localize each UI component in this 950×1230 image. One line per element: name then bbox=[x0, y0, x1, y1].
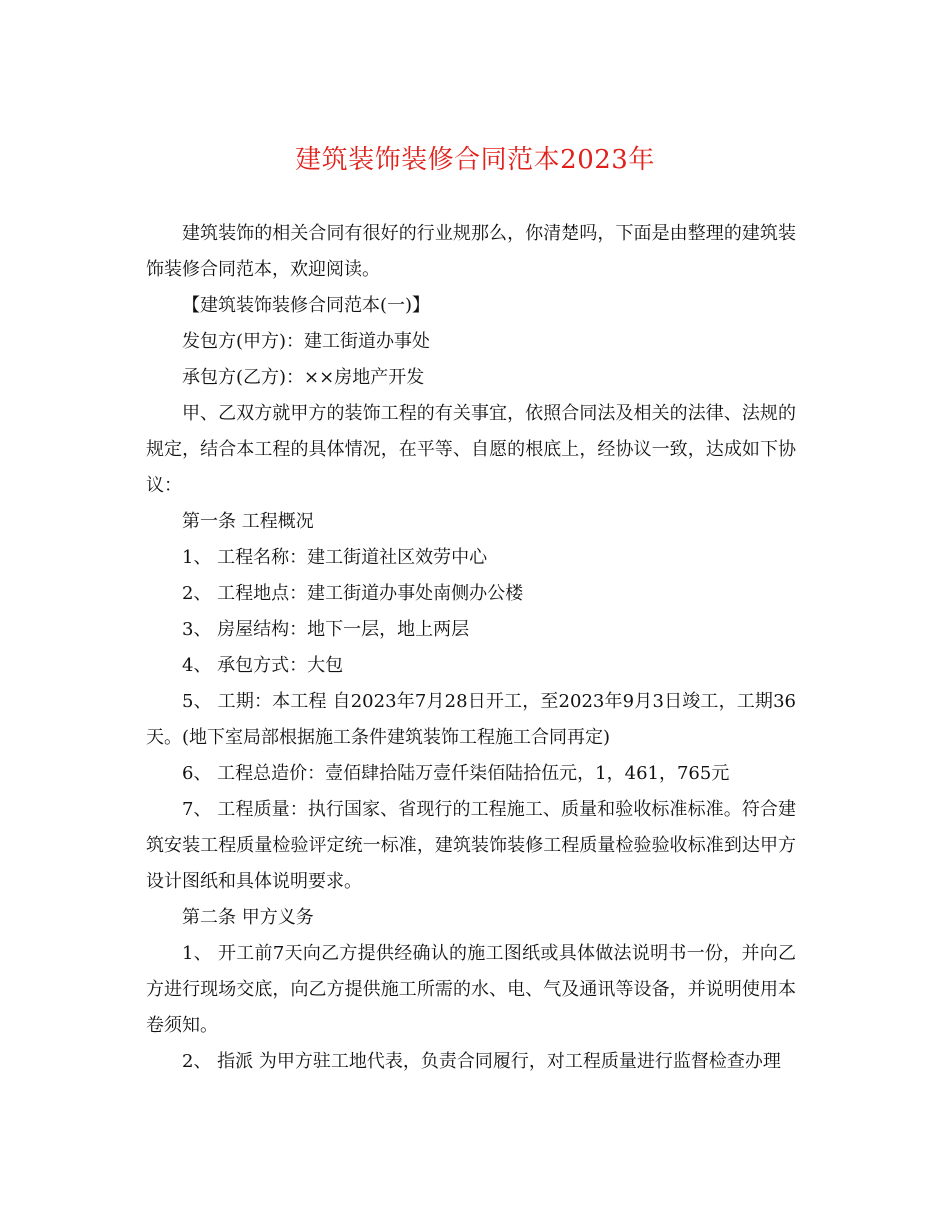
article-2-heading: 第二条 甲方义务 bbox=[182, 907, 314, 928]
article-1-item-7: 7、 工程质量：执行国家、省现行的工程施工、质量和验收标准标准。符合建筑安装工程质量检验评定统一标准，建筑装饰装修工程质量检验验收标准到达甲方设计图纸和具体说明要求。 bbox=[146, 799, 796, 892]
section-heading-contract-1: 【建筑装饰装修合同范本(一)】 bbox=[182, 295, 431, 316]
agreement-preamble: 甲、乙双方就甲方的装饰工程的有关事宜，依照合同法及相关的法律、法规的规定，结合本工程的具体情况，在平等、自愿的根底上，经协议一致，达成如下协议： bbox=[146, 403, 796, 496]
article-2-item-1: 1、 开工前7天向乙方提供经确认的施工图纸或具体做法说明书一份，并向乙方进行现场交底，向乙方提供施工所需的水、电、气及通讯等设备，并说明使用本卷须知。 bbox=[146, 943, 796, 1036]
document-body bbox=[146, 216, 796, 1080]
article-1-item-1: 1、 工程名称：建工街道社区效劳中心 bbox=[182, 547, 488, 568]
party-b-line: 承包方(乙方)：××房地产开发 bbox=[182, 367, 425, 388]
article-1-item-3: 3、 房屋结构：地下一层，地上两层 bbox=[182, 619, 470, 640]
article-1-heading: 第一条 工程概况 bbox=[182, 511, 314, 532]
intro-paragraph: 建筑装饰的相关合同有很好的行业规那么，你清楚吗，下面是由整理的建筑装饰装修合同范本，欢迎阅读。 bbox=[146, 223, 796, 280]
article-2-item-2: 2、 指派 为甲方驻工地代表，负责合同履行，对工程质量进行监督检查办理 bbox=[182, 1051, 781, 1072]
article-1-item-2: 2、 工程地点：建工街道办事处南侧办公楼 bbox=[182, 583, 524, 604]
article-1-item-5: 5、 工期：本工程 自2023年7月28日开工，至2023年9月3日竣工，工期36天。(地下室局部根据施工条件建筑装饰工程施工合同再定) bbox=[146, 691, 796, 748]
article-1-item-6: 6、 工程总造价：壹佰肆拾陆万壹仟柒佰陆拾伍元，1，461，765元 bbox=[182, 763, 730, 784]
party-a-line: 发包方(甲方)：建工街道办事处 bbox=[182, 331, 431, 352]
document-title: 建筑装饰装修合同范本2023年 bbox=[295, 145, 655, 175]
article-1-item-4: 4、 承包方式：大包 bbox=[182, 655, 344, 676]
